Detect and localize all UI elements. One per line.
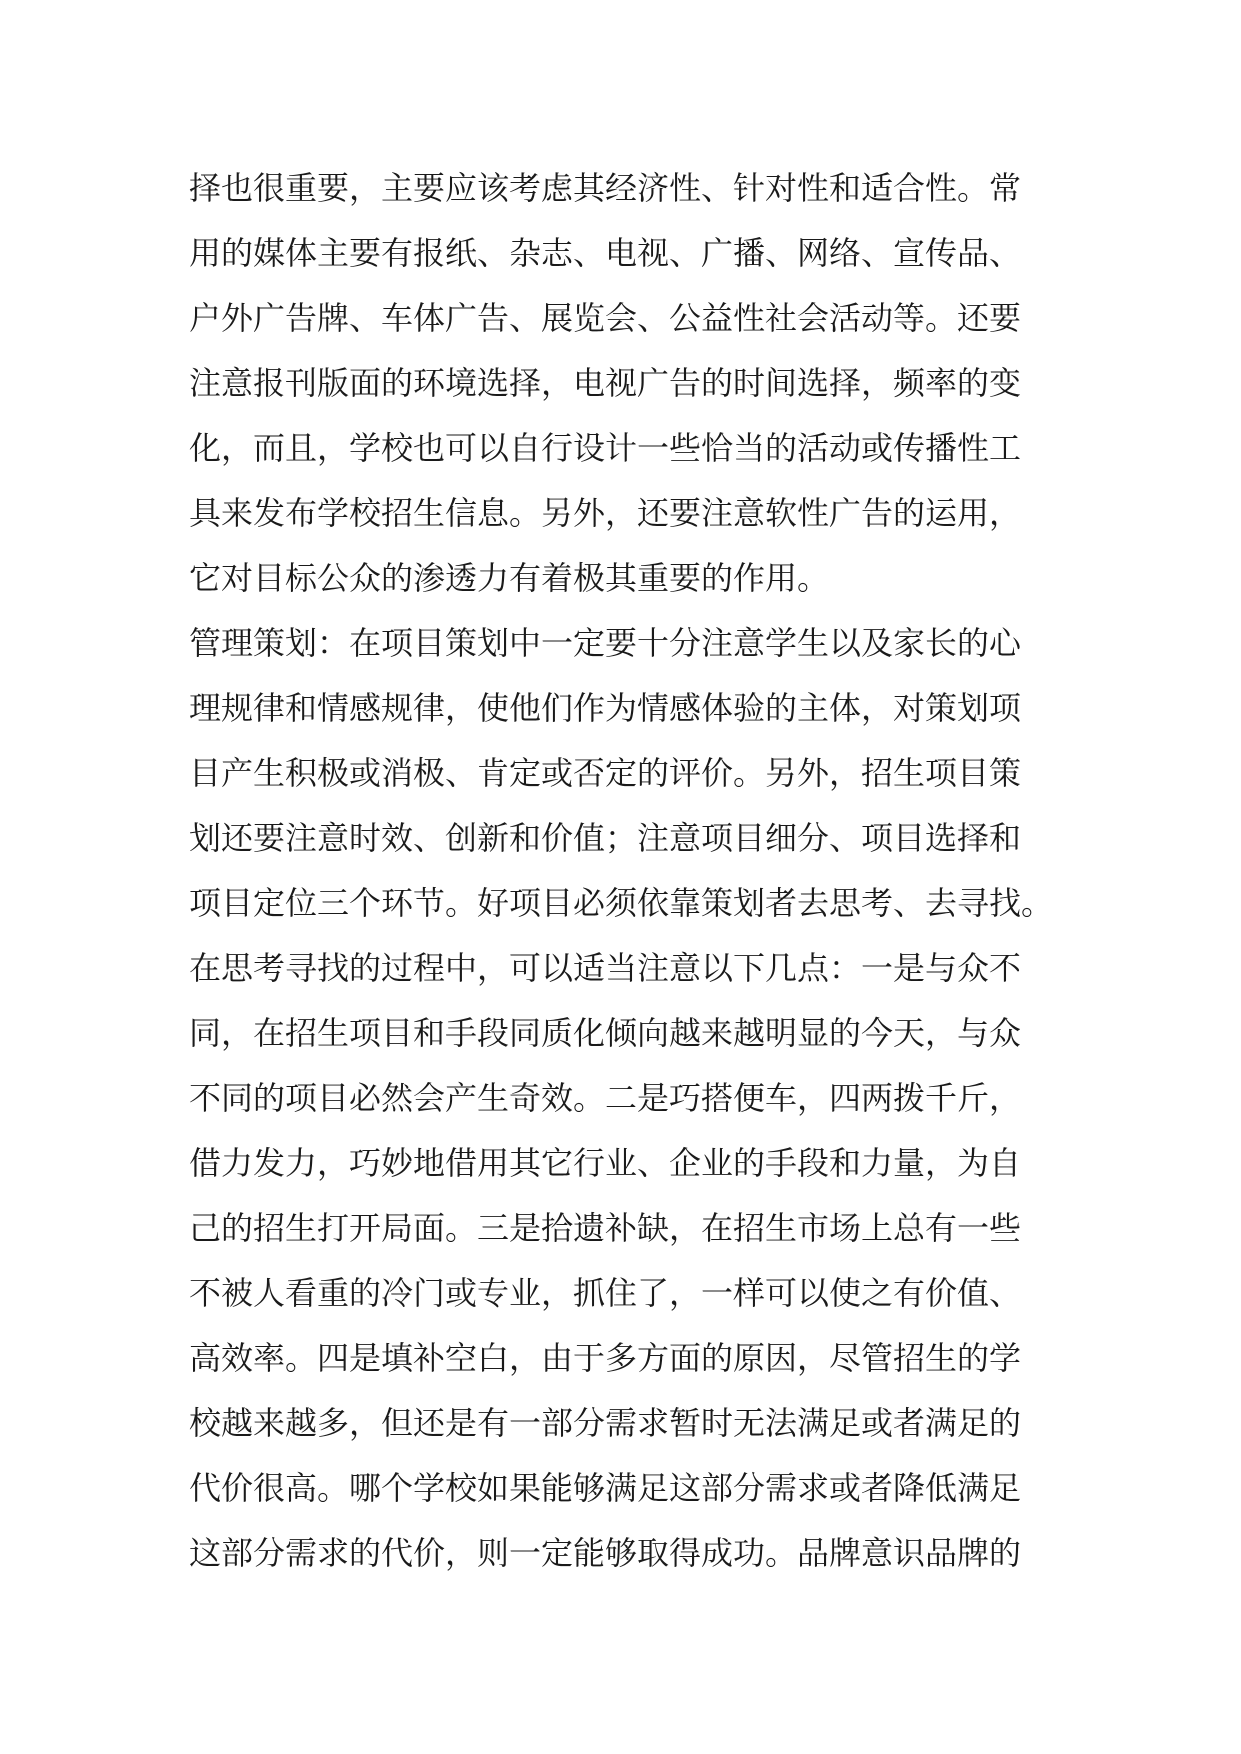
text-line: 这部分需求的代价，则一定能够取得成功。品牌意识品牌的	[189, 1534, 1022, 1572]
text-line: 化，而且，学校也可以自行设计一些恰当的活动或传播性工	[189, 429, 1022, 467]
text-line: 划还要注意时效、创新和价值；注意项目细分、项目选择和	[189, 819, 1022, 857]
text-line: 己的招生打开局面。三是拾遗补缺，在招生市场上总有一些	[189, 1209, 1022, 1247]
text-line: 不同的项目必然会产生奇效。二是巧搭便车，四两拨千斤，	[189, 1079, 1022, 1117]
text-line: 目产生积极或消极、肯定或否定的评价。另外，招生项目策	[189, 754, 1022, 792]
text-line: 具来发布学校招生信息。另外，还要注意软性广告的运用，	[189, 494, 1022, 532]
text-line: 注意报刊版面的环境选择，电视广告的时间选择，频率的变	[189, 364, 1022, 402]
text-line: 它对目标公众的渗透力有着极其重要的作用。	[189, 559, 830, 597]
text-line: 项目定位三个环节。好项目必须依靠策划者去思考、去寻找。	[189, 884, 1054, 922]
text-line: 择也很重要，主要应该考虑其经济性、针对性和适合性。常	[189, 169, 1022, 207]
text-line: 管理策划：在项目策划中一定要十分注意学生以及家长的心	[189, 624, 1022, 662]
text-line: 户外广告牌、车体广告、展览会、公益性社会活动等。还要	[189, 299, 1022, 337]
text-line: 校越来越多，但还是有一部分需求暂时无法满足或者满足的	[189, 1404, 1022, 1442]
text-line: 理规律和情感规律，使他们作为情感体验的主体，对策划项	[189, 689, 1022, 727]
text-line: 同，在招生项目和手段同质化倾向越来越明显的今天，与众	[189, 1014, 1022, 1052]
text-line: 在思考寻找的过程中，可以适当注意以下几点：一是与众不	[189, 949, 1022, 987]
body-text	[189, 156, 1069, 1586]
text-line: 用的媒体主要有报纸、杂志、电视、广播、网络、宣传品、	[189, 234, 1022, 272]
text-line: 代价很高。哪个学校如果能够满足这部分需求或者降低满足	[189, 1469, 1022, 1507]
text-line: 高效率。四是填补空白，由于多方面的原因，尽管招生的学	[189, 1339, 1022, 1377]
text-line: 不被人看重的冷门或专业，抓住了，一样可以使之有价值、	[189, 1274, 1022, 1312]
text-line: 借力发力，巧妙地借用其它行业、企业的手段和力量，为自	[189, 1144, 1022, 1182]
